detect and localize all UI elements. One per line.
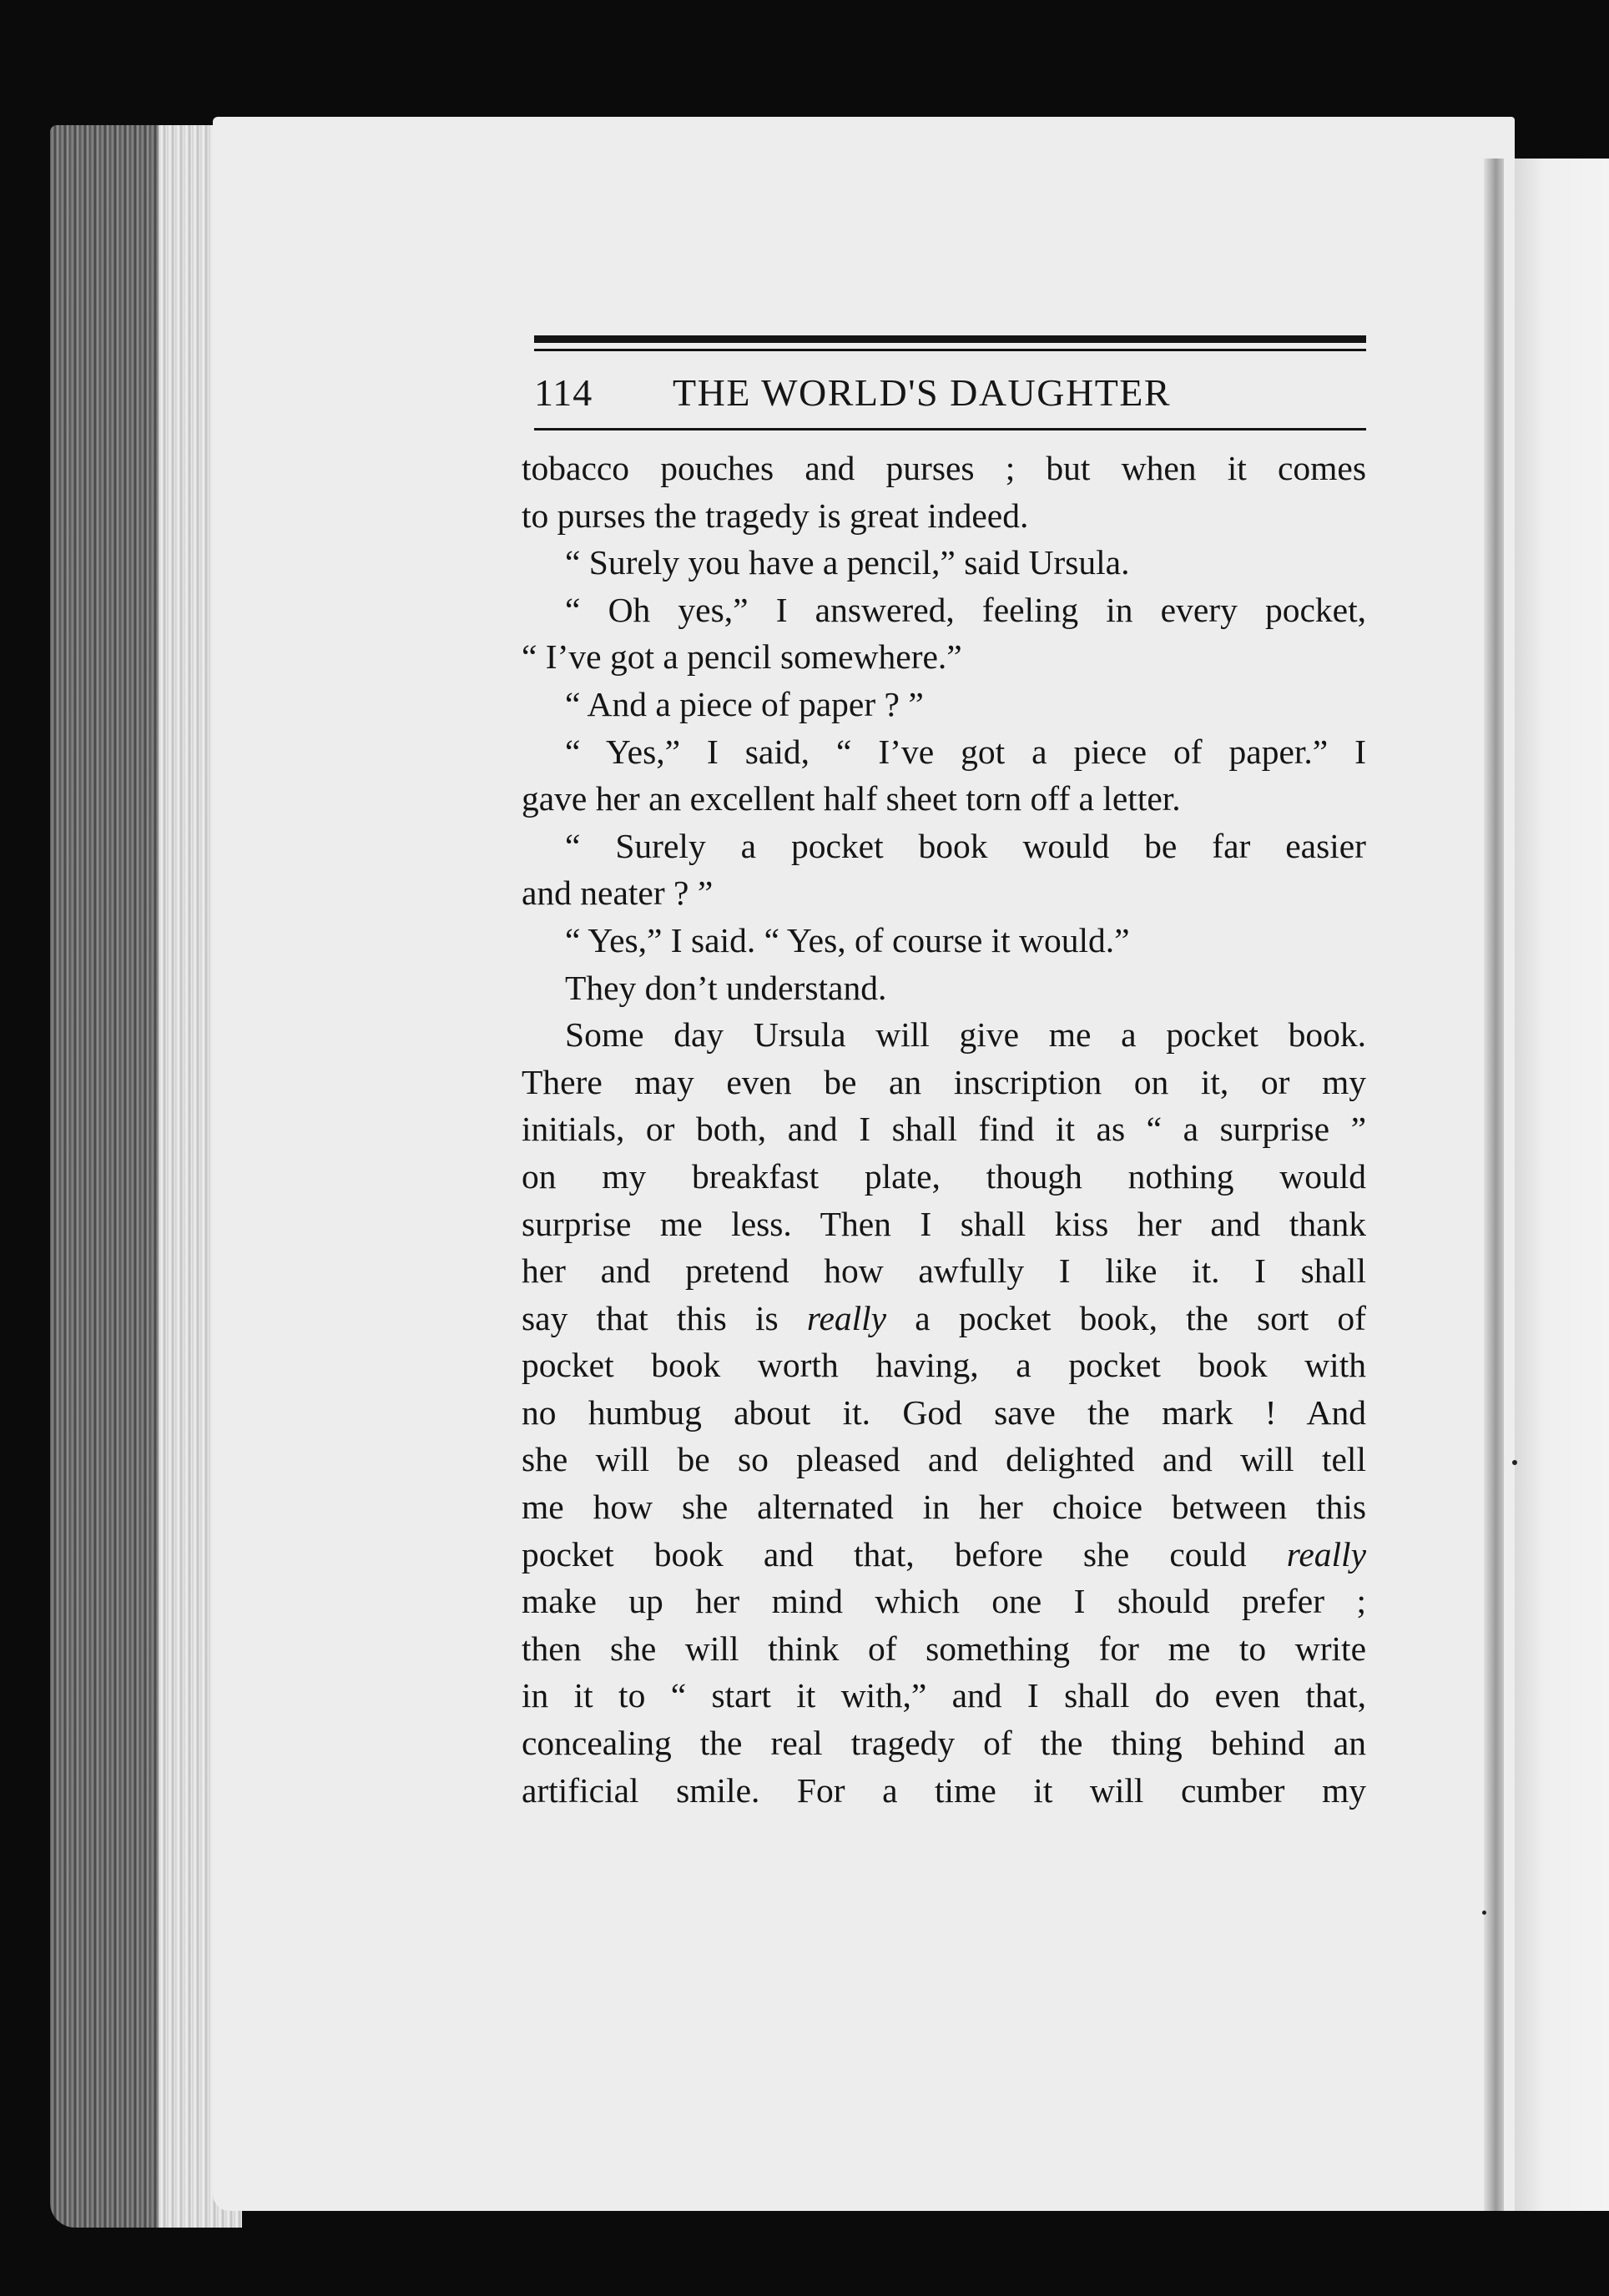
header-rule-under (534, 428, 1366, 430)
text-line: gave her an excellent half sheet torn off a letter. (522, 779, 1181, 818)
page-speck (1512, 1460, 1517, 1465)
text-line: “ And a piece of paper ? ” (565, 684, 924, 723)
text-line: make up her mind which one I should prefer ; (522, 1582, 1366, 1621)
text-line: her and pretend how awfully I like it. I shall (522, 1251, 1366, 1291)
running-title: THE WORLD'S DAUGHTER (673, 371, 1172, 414)
text-line: on my breakfast plate, though nothing would (522, 1156, 1366, 1196)
text-line: concealing the real tragedy of the thing behind an (522, 1724, 1366, 1763)
text-line: no humbug about it. God save the mark ! And (522, 1392, 1366, 1432)
gutter (1484, 159, 1504, 2211)
emphasis: really (806, 1298, 887, 1337)
page-number: 114 (534, 371, 593, 414)
text-line: in it to “ start it with,” and I shall do even that, (522, 1676, 1366, 1715)
text-line: surprise me less. Then I shall kiss her and thank (522, 1204, 1366, 1243)
text-line: she will be so pleased and delighted and will tell (522, 1440, 1366, 1479)
text-line: tobacco pouches and purses ; but when it comes (522, 449, 1366, 487)
header-rule-thin (534, 349, 1366, 351)
page-speck (1482, 1911, 1486, 1915)
text-line: and neater ? ” (522, 874, 714, 913)
text-line: There may even be an inscription on it, or my (522, 1062, 1366, 1101)
text-line: say that this is really a pocket book, the sort of (522, 1298, 1366, 1337)
text-line: They don’t understand. (565, 968, 887, 1007)
text-line: pocket book worth having, a pocket book with (522, 1346, 1366, 1385)
body-text (522, 445, 1366, 1814)
header-rule-thick (534, 335, 1366, 343)
emphasis: really (1286, 1534, 1366, 1573)
text-line: initials, or both, and I shall find it as “ a surprise ” (522, 1110, 1366, 1149)
text-line: to purses the tragedy is great indeed. (522, 496, 1029, 535)
text-line: “ Surely a pocket book would be far easier (565, 826, 1366, 865)
text-line: Some day Ursula will give me a pocket book. (565, 1015, 1366, 1055)
text-line: me how she alternated in her choice between this (522, 1488, 1366, 1527)
text-line: “ Oh yes,” I answered, feeling in every pocket, (565, 590, 1366, 629)
text-line: “ I’ve got a pencil somewhere.” (522, 637, 962, 677)
text-line: then she will think of something for me to write (522, 1629, 1366, 1668)
text-line: artificial smile. For a time it will cumber my (522, 1770, 1366, 1810)
text-line: “ Yes,” I said. “ Yes, of course it would.” (565, 920, 1130, 959)
text-line: “ Surely you have a pencil,” said Ursula. (565, 543, 1130, 582)
text-line: “ Yes,” I said, “ I’ve got a piece of paper.” I (565, 732, 1366, 771)
text-line: pocket book and that, before she could really (522, 1534, 1366, 1573)
